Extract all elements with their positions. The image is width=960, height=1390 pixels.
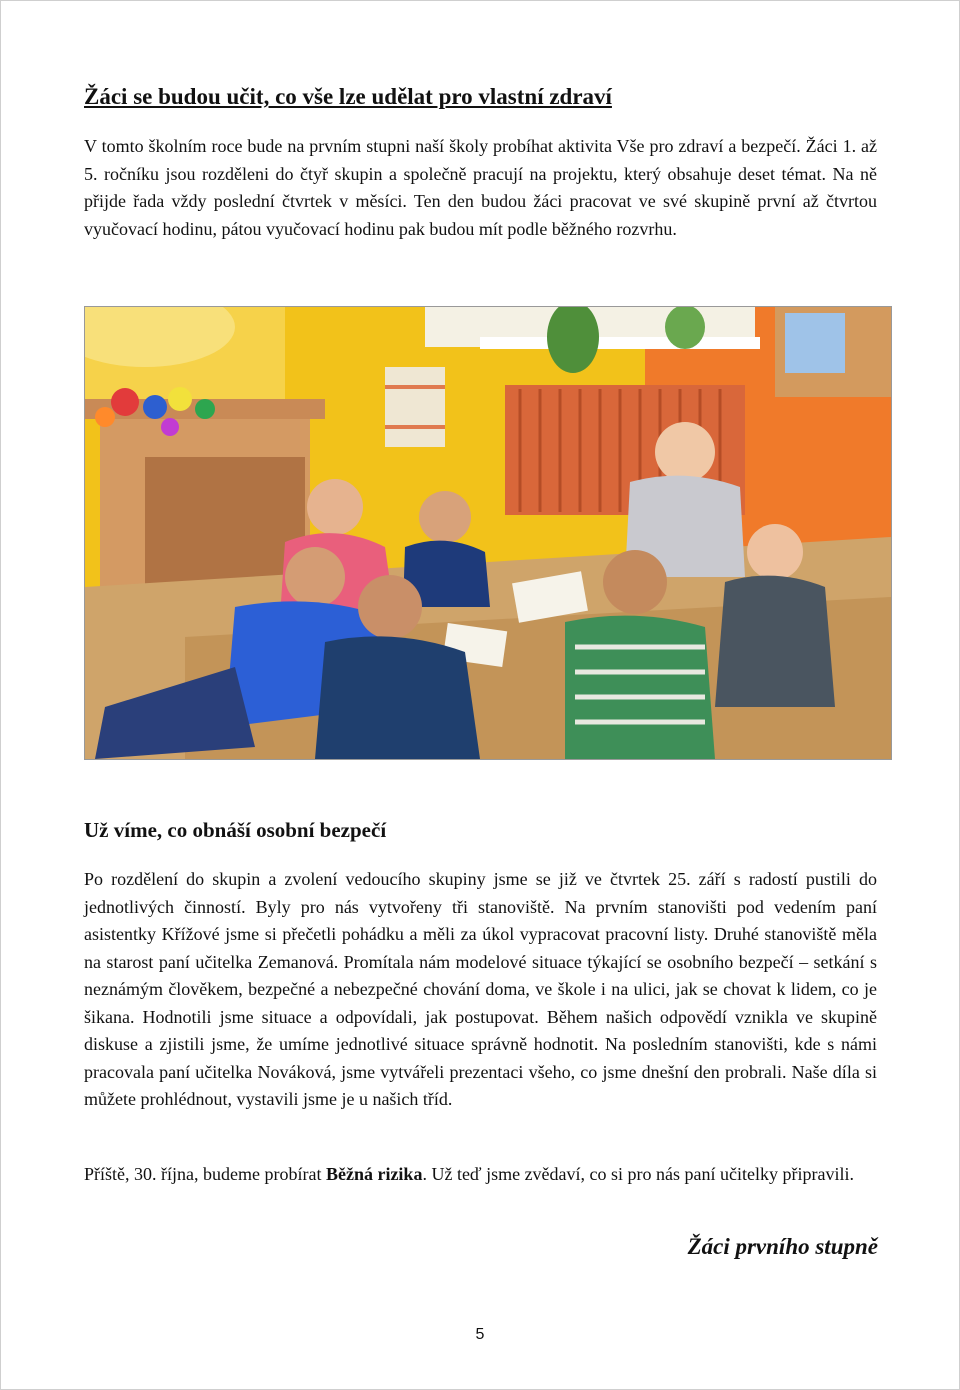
author-signature: Žáci prvního stupně xyxy=(687,1234,878,1259)
article-subtitle: Už víme, co obnáší osobní bezpečí xyxy=(84,818,387,842)
page-number: 5 xyxy=(475,1326,485,1343)
article-body-paragraph: Po rozdělení do skupin a zvolení vedoucího skupiny jsme se již ve čtvrtek 25. září s radostí pustili do jednotlivých činností. Byly pro nás vytvořeny tři stanoviště. Na prvním stanovišti pod vedením paní asistentky Křížové jsme si přečetli pohádku a měli za úkol vypracovat pracovní listy. Druhé stanoviště měla na starost paní učitelka Zemanová. Promítala nám modelové situace týkající se osobního bezpečí – setkání s neznámým člověkem, bezpečné a nebezpečné chování doma, ve škole i na ulici, jak se chovat k lidem, co je šikana. Hodnotili jsme situace a odpovídali, jak postupovat. Během našich odpovědí vznikla ve skupině diskuse a zjistili jsme, že umíme jednotlivé situace správně hodnotit. Na posledním stanovišti, kde s námi pracovala paní učitelka Nováková, jsme vytvářeli prezentaci všeho, co jsme dnešní den probrali. Naše díla si můžete prohlédnout, vystavili jsme je u našich tříd. xyxy=(84,869,877,1109)
article-intro-paragraph: V tomto školním roce bude na prvním stupni naší školy probíhat aktivita Vše pro zdraví a bezpečí. Žáci 1. až 5. ročníku jsou rozděleni do čtyř skupin a společně pracují na projektu, který obsahuje deset témat. Na ně přijde řada vždy poslední čtvrtek v měsíci. Ten den budou žáci pracovat ve své skupině první až čtvrtou vyučovací hodinu, pátou vyučovací hodinu pak budou mít podle běžného rozvrhu. xyxy=(84,136,877,239)
next-topic-suffix: . Už teď jsme zvědaví, co si pro nás paní učitelky připravili. xyxy=(422,1164,854,1184)
next-topic-prefix: Příště, 30. října, budeme probírat xyxy=(84,1164,326,1184)
classroom-photo xyxy=(84,306,892,760)
next-topic-name: Běžná rizika xyxy=(325,1164,423,1184)
next-topic-paragraph xyxy=(84,1161,877,1189)
article-title: Žáci se budou učit, co vše lze udělat pro vlastní zdraví xyxy=(84,84,612,109)
